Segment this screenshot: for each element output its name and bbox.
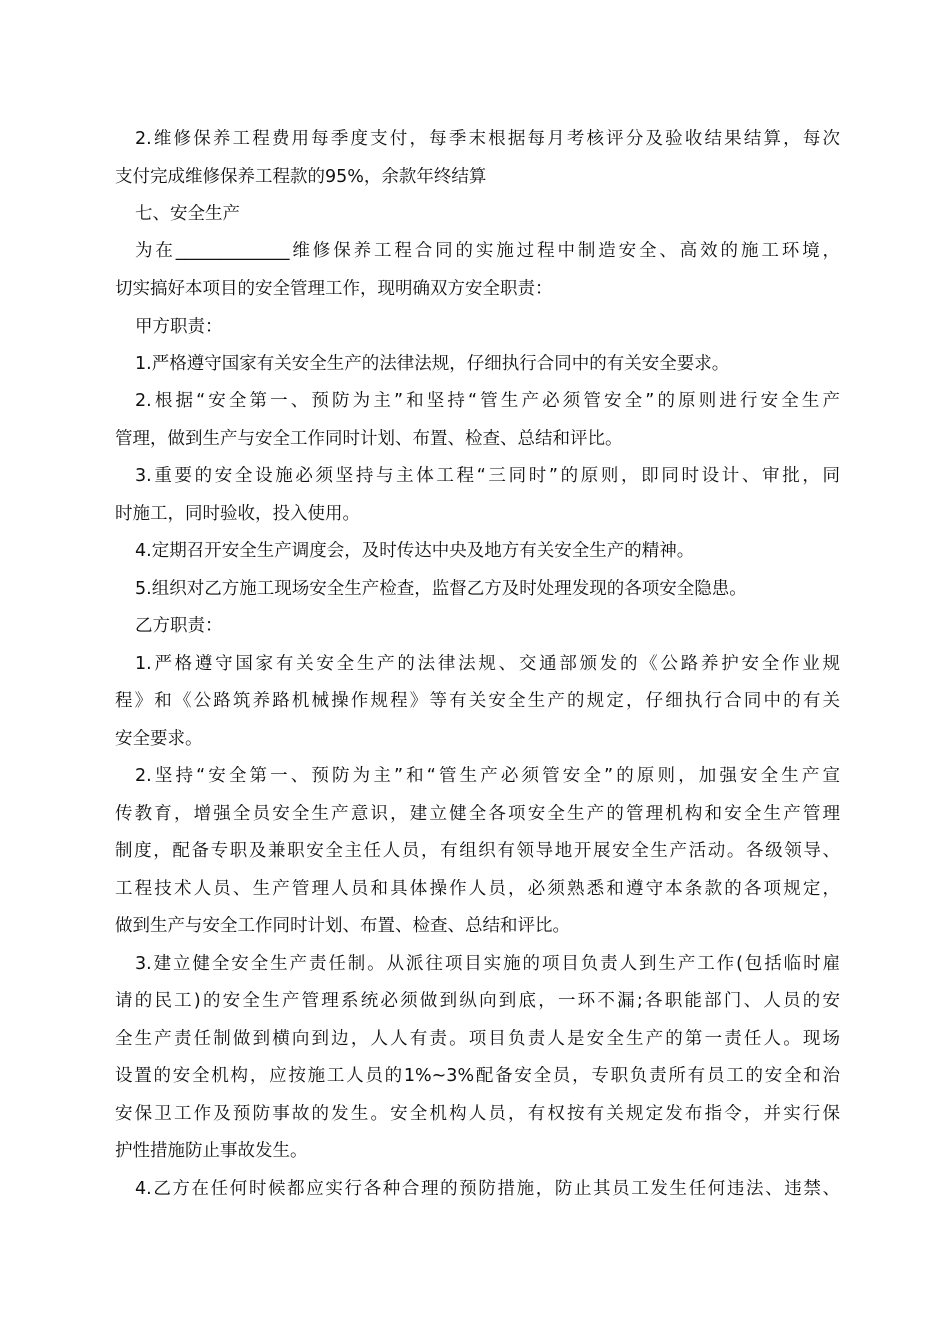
- text-line: 管理，做到生产与安全工作同时计划、布置、检查、总结和评比。: [115, 429, 623, 449]
- subsection-heading: 甲方职责：: [135, 317, 223, 337]
- text-line: 2.维修保养工程费用每季度支付，每季末根据每月考核评分及验收结果结算，每次: [135, 129, 840, 149]
- text-line: 1.严格遵守国家有关安全生产的法律法规、交通部颁发的《公路养护安全作业规: [135, 654, 840, 674]
- text-line: 切实搞好本项目的安全管理工作，现明确双方安全职责：: [115, 279, 553, 299]
- text-line: 程》和《公路筑养路机械操作规程》等有关安全生产的规定，仔细执行合同中的有关: [115, 691, 840, 711]
- text-line: 工程技术人员、生产管理人员和具体操作人员，必须熟悉和遵守本条款的各项规定，: [115, 879, 840, 899]
- text-line: 做到生产与安全工作同时计划、布置、检查、总结和评比。: [115, 916, 570, 936]
- section-heading: 七、安全生产: [135, 204, 240, 224]
- text-line: 4.定期召开安全生产调度会，及时传达中央及地方有关安全生产的精神。: [135, 541, 695, 561]
- text-line: 护性措施防止事故发生。: [115, 1141, 308, 1161]
- text-line: 支付完成维修保养工程款的95%，余款年终结算: [115, 167, 487, 187]
- text-line: 为在_____________维修保养工程合同的实施过程中制造安全、高效的施工环境，: [135, 241, 840, 261]
- text-line: 4.乙方在任何时候都应实行各种合理的预防措施，防止其员工发生任何违法、违禁、: [135, 1179, 840, 1199]
- text-line: 传教育，增强全员安全生产意识，建立健全各项安全生产的管理机构和安全生产管理: [115, 804, 840, 824]
- text-line: 安保卫工作及预防事故的发生。安全机构人员，有权按有关规定发布指令，并实行保: [115, 1104, 840, 1124]
- subsection-heading: 乙方职责：: [135, 616, 223, 636]
- text-line: 安全要求。: [115, 729, 203, 749]
- text-line: 3.建立健全安全生产责任制。从派往项目实施的项目负责人到生产工作(包括临时雇: [135, 954, 840, 974]
- text-line: 设置的安全机构，应按施工人员的1%~3%配备安全员，专职负责所有员工的安全和治: [115, 1066, 840, 1086]
- text-line: 全生产责任制做到横向到边，人人有责。项目负责人是安全生产的第一责任人。现场: [115, 1029, 840, 1049]
- text-line: 时施工，同时验收，投入使用。: [115, 504, 360, 524]
- text-line: 3.重要的安全设施必须坚持与主体工程“三同时”的原则，即同时设计、审批，同: [135, 466, 840, 486]
- text-line: 请的民工)的安全生产管理系统必须做到纵向到底，一环不漏;各职能部门、人员的安: [115, 991, 840, 1011]
- text-line: 1.严格遵守国家有关安全生产的法律法规，仔细执行合同中的有关安全要求。: [135, 354, 730, 374]
- text-line: 制度，配备专职及兼职安全主任人员，有组织有领导地开展安全生产活动。各级领导、: [115, 841, 840, 861]
- text-line: 5.组织对乙方施工现场安全生产检查，监督乙方及时处理发现的各项安全隐患。: [135, 579, 747, 599]
- text-line: 2.根据“安全第一、预防为主”和坚持“管生产必须管安全”的原则进行安全生产: [135, 391, 840, 411]
- text-line: 2.坚持“安全第一、预防为主”和“管生产必须管安全”的原则，加强安全生产宣: [135, 766, 840, 786]
